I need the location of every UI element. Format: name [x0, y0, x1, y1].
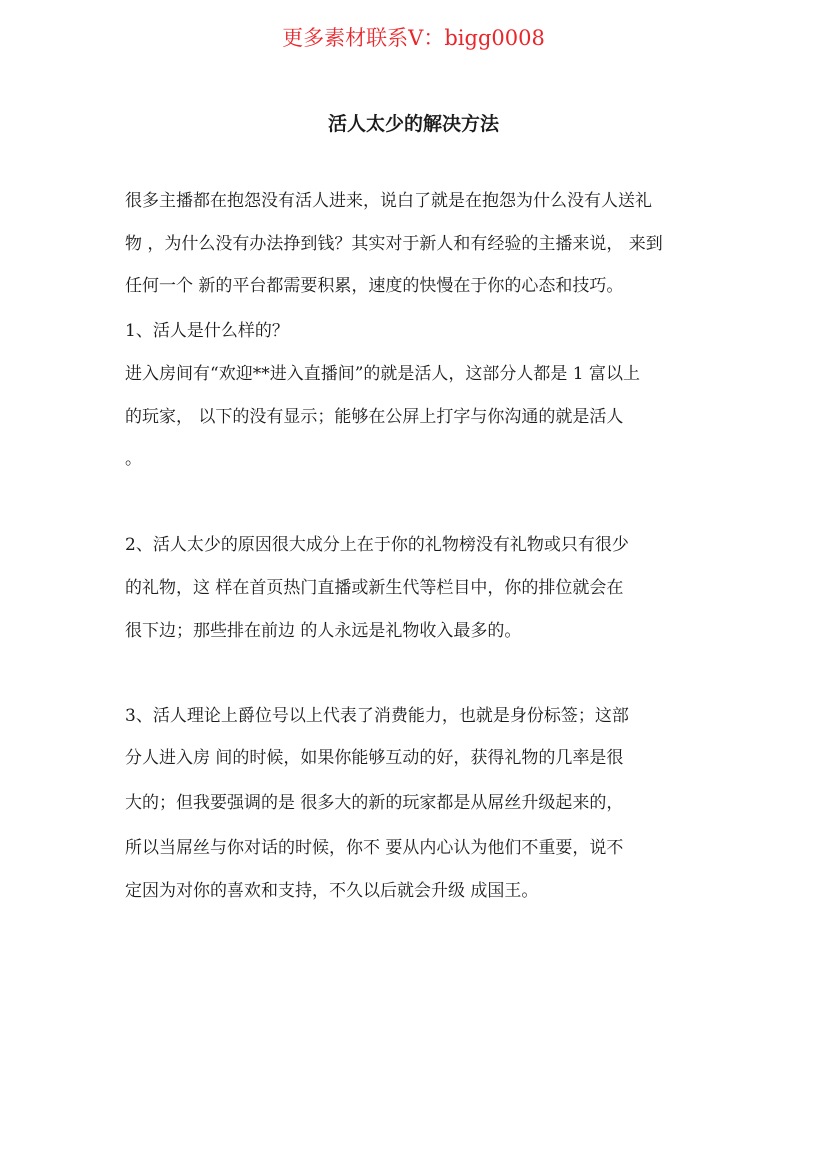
- section3-line: 所以当屌丝与你对话的时候，你不 要从内心认为他们不重要，说不: [125, 838, 624, 858]
- section3-line: 大的；但我要强调的是 很多大的新的玩家都是从屌丝升级起来的，: [125, 793, 624, 813]
- page-title: 活人太少的解决方法: [327, 113, 499, 135]
- section3-line: 3、活人理论上爵位号以上代表了消费能力，也就是身份标签；这部: [125, 706, 629, 726]
- section1-line: 。: [125, 449, 142, 469]
- watermark-contact: 更多素材联系V：bigg0008: [282, 26, 545, 50]
- intro-line: 任何一个 新的平台都需要积累，速度的快慢在于你的心态和技巧。: [125, 276, 624, 296]
- intro-line: 很多主播都在抱怨没有活人进来，说白了就是在抱怨为什么没有人送礼: [125, 191, 652, 211]
- section2-line: 2、活人太少的原因很大成分上在于你的礼物榜没有礼物或只有很少: [125, 535, 629, 555]
- section3-line: 分人进入房 间的时候，如果你能够互动的好，获得礼物的几率是很: [125, 748, 624, 768]
- section2-line: 的礼物，这 样在首页热门直播或新生代等栏目中，你的排位就会在: [125, 578, 624, 598]
- section3-line: 定因为对你的喜欢和支持，不久以后就会升级 成国王。: [125, 881, 539, 901]
- intro-line: 物 ，为什么没有办法挣到钱？其实对于新人和有经验的主播来说， 来到: [125, 234, 663, 254]
- section1-line: 的玩家， 以下的没有显示；能够在公屏上打字与你沟通的就是活人: [125, 407, 624, 427]
- section1-heading: 1、活人是什么样的？: [125, 321, 289, 341]
- section1-line: 进入房间有“欢迎**进入直播间”的就是活人，这部分人都是 1 富以上: [125, 364, 641, 384]
- section2-line: 很下边；那些排在前边 的人永远是礼物收入最多的。: [125, 621, 522, 641]
